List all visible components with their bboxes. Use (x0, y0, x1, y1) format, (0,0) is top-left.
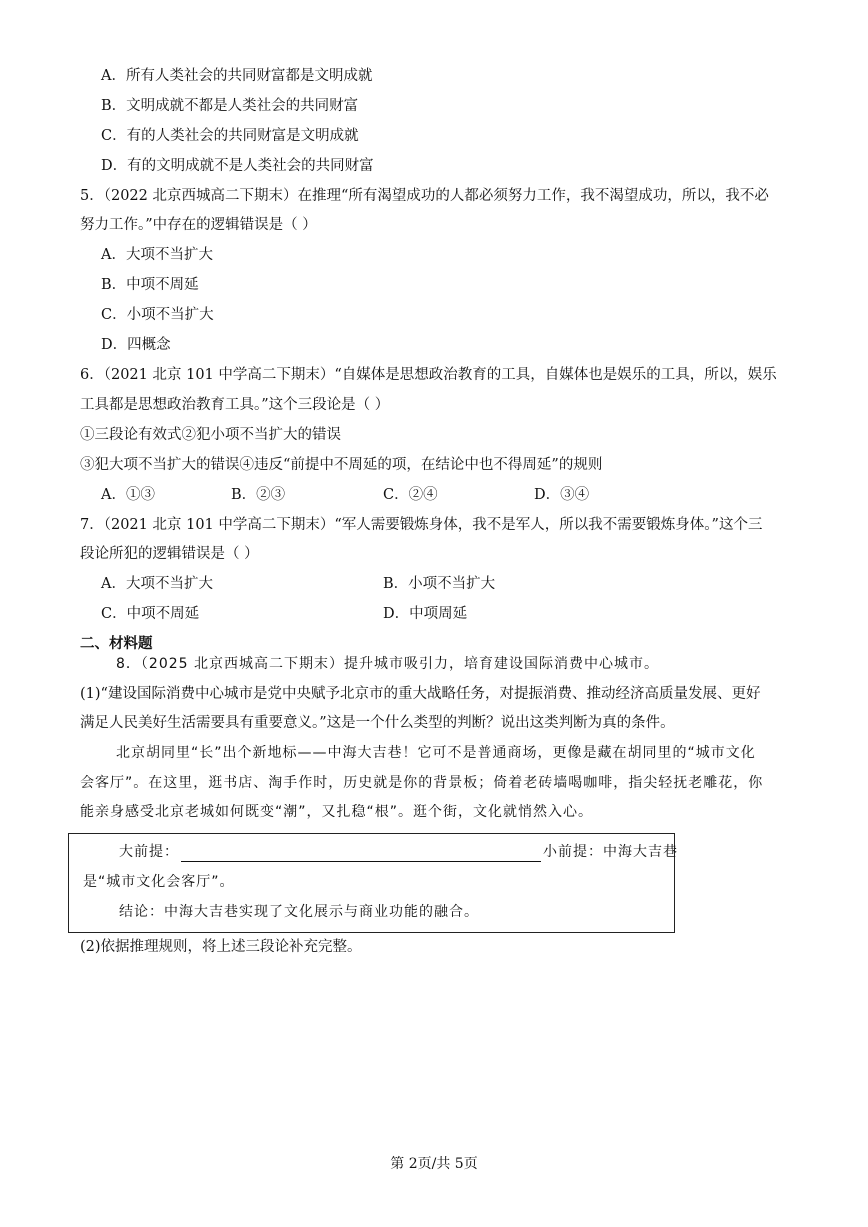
q8-part1-line2: 满足人民美好生活需要具有重要意义。”这是一个什么类型的判断？说出这类判断为真的条件。 (80, 715, 675, 731)
section-title: 二、材料题 (80, 635, 153, 652)
q8-intro: 8．（2025 北京西城高二下期末）提升城市吸引力，培育建设国际消费中心城市。 (116, 656, 659, 672)
q6-stem-line1: 6．（2021 北京 101 中学高二下期末）“自媒体是思想政治教育的工具，自媒体也是娱乐的工具，所以，娱乐 (80, 367, 777, 383)
q6-option-a: A．①③ (101, 487, 155, 503)
q5-option-c: C．小项不当扩大 (101, 307, 214, 323)
q6-stem-line2: 工具都是思想政治教育工具。”这个三段论是（ ） (80, 397, 390, 413)
q6-item-2: ③犯大项不当扩大的错误④违反“前提中不周延的项，在结论中也不得周延”的规则 (80, 457, 603, 473)
q7-stem-line2: 段论所犯的逻辑错误是（ ） (80, 546, 259, 562)
q4-option-b: B．文明成就不都是人类社会的共同财富 (101, 98, 359, 114)
q7-option-c: C．中项不周延 (101, 606, 200, 622)
q7-option-d: D．中项周延 (383, 606, 468, 622)
q8-part1-line1: (1)“建设国际消费中心城市是党中央赋予北京市的重大战略任务，对提振消费、推动经济高质量发展、更好 (80, 686, 761, 702)
q4-option-a: A．所有人类社会的共同财富都是文明成就 (101, 68, 373, 84)
page-footer: 第 2页/共 5页 (390, 1156, 478, 1172)
q5-option-d: D．四概念 (101, 337, 171, 353)
material-line1: 北京胡同里“长”出个新地标——中海大吉巷！它可不是普通商场，更像是藏在胡同里的“城市文化 (116, 745, 756, 761)
syllogism-box (68, 833, 678, 933)
minor-premise-text: 小前提：中海大吉巷 (543, 844, 678, 860)
q6-option-d: D．③④ (534, 487, 590, 503)
q5-option-b: B．中项不周延 (101, 277, 199, 293)
syllogism-conclusion: 结论：中海大吉巷实现了文化展示与商业功能的融合。 (119, 904, 479, 920)
major-premise-label: 大前提： (119, 844, 179, 860)
q7-option-b: B．小项不当扩大 (383, 576, 496, 592)
material-line2: 会客厅”。在这里，逛书店、淘手作时，历史就是你的背景板；倚着老砖墙喝咖啡，指尖轻抚老雕花，你 (80, 775, 764, 791)
q8-part2: (2)依据推理规则，将上述三段论补充完整。 (80, 939, 362, 955)
q6-option-c: C．②④ (383, 487, 438, 503)
q6-option-b: B．②③ (231, 487, 286, 503)
q6-item-1: ①三段论有效式②犯小项不当扩大的错误 (80, 427, 341, 443)
major-premise-blank[interactable] (181, 845, 541, 862)
q5-option-a: A．大项不当扩大 (101, 247, 213, 263)
material-line3: 能亲身感受北京老城如何既变“潮”，又扎稳“根”。逛个街，文化就悄然入心。 (80, 804, 594, 820)
q5-stem-line2: 努力工作。”中存在的逻辑错误是（ ） (80, 217, 317, 233)
syllogism-major-premise (119, 842, 678, 862)
q4-option-c: C．有的人类社会的共同财富是文明成就 (101, 128, 359, 144)
q5-stem-line1: 5．（2022 北京西城高二下期末）在推理“所有渴望成功的人都必须努力工作，我不渴望成功，所以，我不必 (80, 188, 769, 204)
q7-stem-line1: 7．（2021 北京 101 中学高二下期末）“军人需要锻炼身体，我不是军人，所以我不需要锻炼身体。”这个三 (80, 517, 763, 533)
syllogism-minor-premise-cont: 是“城市文化会客厅”。 (83, 874, 235, 890)
q4-option-d: D．有的文明成就不是人类社会的共同财富 (101, 158, 374, 174)
q7-option-a: A．大项不当扩大 (101, 576, 213, 592)
